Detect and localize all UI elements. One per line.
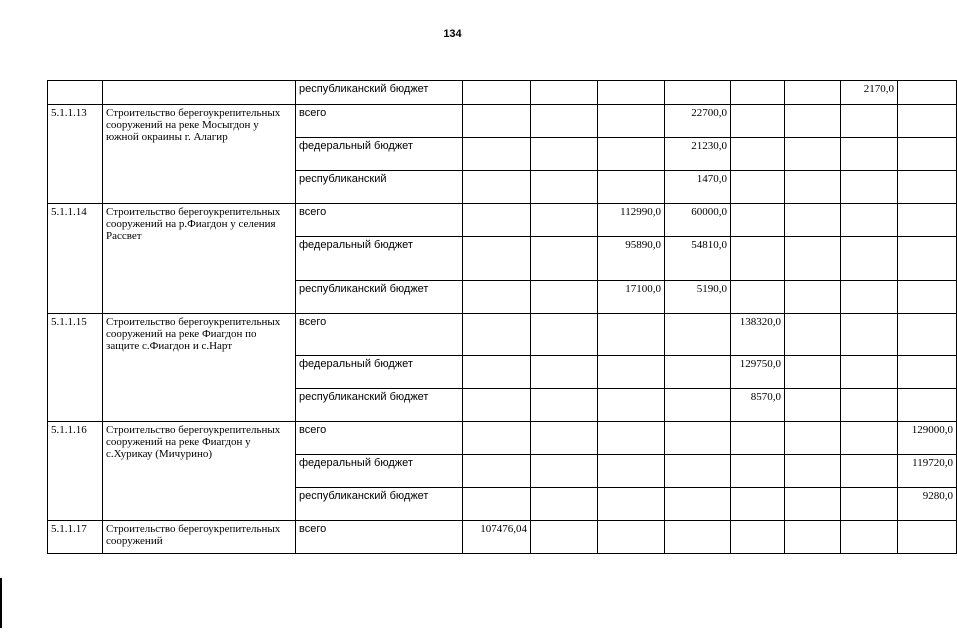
amount-cell: [898, 138, 957, 171]
amount-cell: [665, 314, 731, 356]
amount-cell: [841, 521, 898, 554]
amount-cell: [841, 237, 898, 281]
amount-cell: [598, 455, 665, 488]
amount-cell: [463, 389, 531, 422]
table-row: [48, 422, 957, 455]
amount-cell: [898, 281, 957, 314]
amount-cell: [598, 314, 665, 356]
amount-cell: [531, 422, 598, 455]
amount-cell: [731, 521, 785, 554]
table-row: [48, 521, 957, 554]
amount-cell: [665, 521, 731, 554]
item-code: 5.1.1.14: [48, 204, 103, 314]
amount-cell: [731, 488, 785, 521]
amount-cell: [598, 422, 665, 455]
item-code: 5.1.1.13: [48, 105, 103, 204]
funding-source: всего: [296, 521, 463, 554]
amount-cell: [463, 204, 531, 237]
item-name: Строительство берегоукрепительных сооружений на реке Фиагдон у с.Хурикау (Мичурино): [103, 422, 296, 521]
amount-cell: [898, 171, 957, 204]
page-number: 134: [443, 28, 462, 40]
amount-cell: [841, 422, 898, 455]
amount-cell: [598, 488, 665, 521]
amount-cell: [598, 389, 665, 422]
amount-cell: [841, 204, 898, 237]
amount-cell: [785, 281, 841, 314]
amount-cell: 112990,0: [598, 204, 665, 237]
amount-cell: [785, 521, 841, 554]
amount-cell: [841, 455, 898, 488]
amount-cell: 8570,0: [731, 389, 785, 422]
amount-cell: [898, 105, 957, 138]
amount-cell: [731, 204, 785, 237]
amount-cell: [531, 521, 598, 554]
amount-cell: 5190,0: [665, 281, 731, 314]
amount-cell: [665, 81, 731, 105]
amount-cell: [785, 237, 841, 281]
amount-cell: 21230,0: [665, 138, 731, 171]
amount-cell: [841, 138, 898, 171]
amount-cell: [898, 237, 957, 281]
amount-cell: [463, 455, 531, 488]
budget-table: [47, 80, 957, 554]
scan-edge-mark: [0, 578, 2, 628]
amount-cell: 129000,0: [898, 422, 957, 455]
amount-cell: [531, 138, 598, 171]
amount-cell: [531, 281, 598, 314]
amount-cell: [598, 171, 665, 204]
amount-cell: [731, 237, 785, 281]
amount-cell: 54810,0: [665, 237, 731, 281]
funding-source: республиканский бюджет: [296, 488, 463, 521]
amount-cell: 95890,0: [598, 237, 665, 281]
amount-cell: [598, 521, 665, 554]
amount-cell: [665, 488, 731, 521]
amount-cell: [898, 521, 957, 554]
amount-cell: [463, 105, 531, 138]
amount-cell: [785, 455, 841, 488]
table-row: [48, 81, 957, 105]
amount-cell: [531, 105, 598, 138]
amount-cell: [898, 81, 957, 105]
amount-cell: [731, 171, 785, 204]
amount-cell: [731, 455, 785, 488]
amount-cell: [531, 237, 598, 281]
funding-source: федеральный бюджет: [296, 237, 463, 281]
item-name: [103, 81, 296, 105]
amount-cell: [463, 237, 531, 281]
amount-cell: 107476,04: [463, 521, 531, 554]
funding-source: всего: [296, 314, 463, 356]
amount-cell: [841, 389, 898, 422]
amount-cell: [598, 105, 665, 138]
funding-source: федеральный бюджет: [296, 356, 463, 389]
amount-cell: 17100,0: [598, 281, 665, 314]
funding-source: республиканский бюджет: [296, 281, 463, 314]
amount-cell: [841, 314, 898, 356]
amount-cell: [531, 314, 598, 356]
table-row: [48, 204, 957, 237]
funding-source: всего: [296, 422, 463, 455]
amount-cell: [731, 422, 785, 455]
item-name: Строительство берегоукрепительных сооружений на реке Мосыгдон у южной окраины г. Алагир: [103, 105, 296, 204]
amount-cell: [731, 138, 785, 171]
funding-source: республиканский: [296, 171, 463, 204]
amount-cell: 60000,0: [665, 204, 731, 237]
funding-source: республиканский бюджет: [296, 389, 463, 422]
amount-cell: [463, 171, 531, 204]
amount-cell: 22700,0: [665, 105, 731, 138]
amount-cell: [785, 488, 841, 521]
amount-cell: [531, 455, 598, 488]
amount-cell: [463, 138, 531, 171]
item-name: Строительство берегоукрепительных сооружений: [103, 521, 296, 554]
amount-cell: [463, 356, 531, 389]
item-code: 5.1.1.17: [48, 521, 103, 554]
amount-cell: [841, 281, 898, 314]
amount-cell: 2170,0: [841, 81, 898, 105]
amount-cell: [463, 281, 531, 314]
item-code: 5.1.1.16: [48, 422, 103, 521]
amount-cell: [785, 314, 841, 356]
table-body: [48, 81, 957, 554]
funding-source: федеральный бюджет: [296, 455, 463, 488]
amount-cell: 138320,0: [731, 314, 785, 356]
amount-cell: [531, 81, 598, 105]
amount-cell: [598, 138, 665, 171]
funding-source: республиканский бюджет: [296, 81, 463, 105]
amount-cell: [785, 81, 841, 105]
amount-cell: [785, 105, 841, 138]
amount-cell: [665, 455, 731, 488]
amount-cell: 1470,0: [665, 171, 731, 204]
amount-cell: [531, 389, 598, 422]
amount-cell: [898, 356, 957, 389]
amount-cell: [665, 356, 731, 389]
amount-cell: [841, 488, 898, 521]
amount-cell: 9280,0: [898, 488, 957, 521]
table-row: [48, 105, 957, 138]
amount-cell: [785, 422, 841, 455]
amount-cell: [841, 356, 898, 389]
amount-cell: [598, 356, 665, 389]
amount-cell: [841, 105, 898, 138]
funding-source: всего: [296, 105, 463, 138]
amount-cell: [731, 81, 785, 105]
amount-cell: [463, 81, 531, 105]
item-name: Строительство берегоукрепительных сооружений на р.Фиагдон у селения Рассвет: [103, 204, 296, 314]
amount-cell: [463, 422, 531, 455]
amount-cell: [665, 389, 731, 422]
amount-cell: [785, 389, 841, 422]
amount-cell: 129750,0: [731, 356, 785, 389]
amount-cell: [731, 105, 785, 138]
amount-cell: [463, 488, 531, 521]
item-name: Строительство берегоукрепительных сооружений на реке Фиагдон по защите с.Фиагдон и с.Нарт: [103, 314, 296, 422]
amount-cell: [785, 138, 841, 171]
funding-source: федеральный бюджет: [296, 138, 463, 171]
amount-cell: [531, 204, 598, 237]
amount-cell: [665, 422, 731, 455]
amount-cell: [841, 171, 898, 204]
amount-cell: [531, 356, 598, 389]
item-code: 5.1.1.15: [48, 314, 103, 422]
amount-cell: [898, 204, 957, 237]
funding-source: всего: [296, 204, 463, 237]
item-code: [48, 81, 103, 105]
amount-cell: [531, 171, 598, 204]
amount-cell: [731, 281, 785, 314]
amount-cell: [785, 356, 841, 389]
amount-cell: 119720,0: [898, 455, 957, 488]
amount-cell: [898, 314, 957, 356]
table-row: [48, 314, 957, 356]
amount-cell: [785, 204, 841, 237]
amount-cell: [463, 314, 531, 356]
amount-cell: [898, 389, 957, 422]
amount-cell: [598, 81, 665, 105]
amount-cell: [531, 488, 598, 521]
amount-cell: [785, 171, 841, 204]
